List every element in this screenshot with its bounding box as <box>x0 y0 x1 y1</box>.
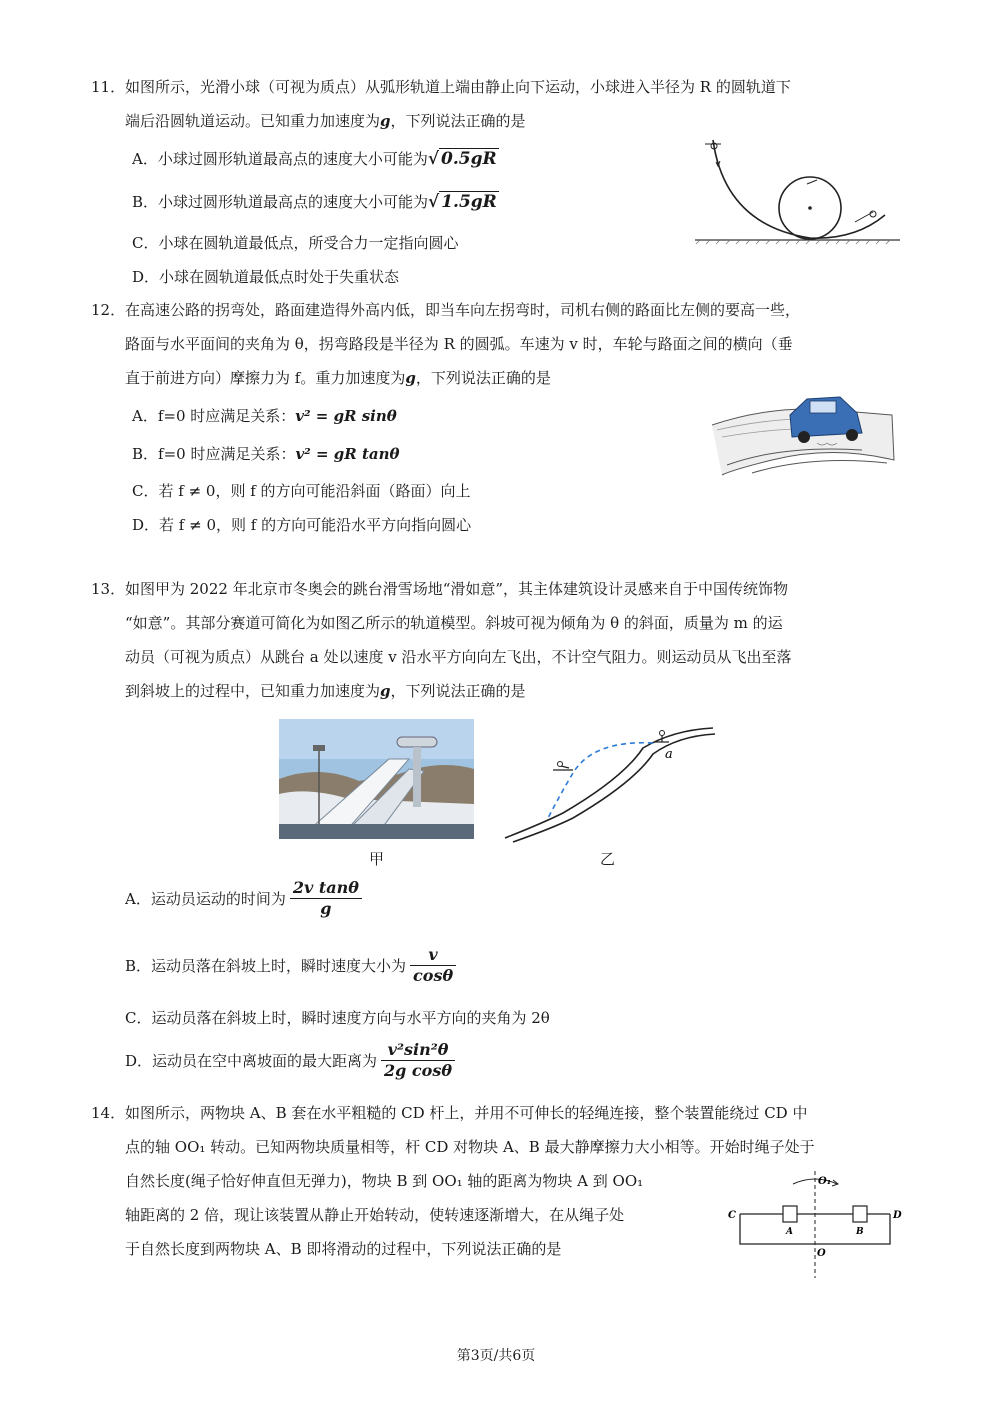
q14-label-c: C <box>728 1210 736 1221</box>
q13-option-c: C．运动员落在斜坡上时，瞬时速度方向与水平方向的夹角为 2θ <box>125 1009 550 1027</box>
q11-option-b: B．小球过圆形轨道最高点的速度大小可能为√ 1.5gR <box>132 192 497 212</box>
page-footer: 第3页/共6页 <box>456 1348 536 1364</box>
q14-number: 14． <box>91 1104 126 1122</box>
q11-line2: 端后沿圆轨道运动。已知重力加速度为g，下列说法正确的是 <box>125 112 526 130</box>
q14-label-o: O <box>817 1248 826 1259</box>
q14-label-o1: O₁ <box>818 1176 832 1187</box>
q12-option-d: D．若 f ≠ 0，则 f 的方向可能沿水平方向指向圆心 <box>132 516 472 534</box>
q13-option-b: B．运动员落在斜坡上时，瞬时速度大小为 $\frac{v}{\cos\theta}$ <box>125 945 456 986</box>
q12-line3: 直于前进方向）摩擦力为 f。重力加速度为g，下列说法正确的是 <box>125 369 551 387</box>
q12-option-c: C．若 f ≠ 0，则 f 的方向可能沿斜面（路面）向上 <box>132 482 471 500</box>
q14-line1: 如图所示，两物块 A、B 套在水平粗糙的 CD 杆上，并用不可伸长的轻绳连接，整个装置能绕过 CD 中 <box>125 1104 808 1122</box>
q11-option-c: C．小球在圆轨道最低点，所受合力一定指向圆心 <box>132 234 459 252</box>
q12-line2: 路面与水平面间的夹角为 θ，拐弯路段是半径为 R 的圆弧。车速为 v 时，车轮与路面之间的横向（垂 <box>125 335 793 353</box>
q13-diagram-yi <box>503 718 718 843</box>
q13-line1: 如图甲为 2022 年北京市冬奥会的跳台滑雪场地“滑如意”，其主体建筑设计灵感来自于中国传统饰物 <box>125 580 789 598</box>
q13-caption-jia: 甲 <box>369 850 385 868</box>
q12-number: 12． <box>91 301 126 319</box>
q14-label-b: B <box>856 1227 864 1237</box>
q14-label-a: A <box>786 1227 793 1237</box>
q12-option-b: B．f=0 时应满足关系：v² = gR tanθ <box>132 445 400 463</box>
q13-option-a: A．运动员运动的时间为 $\frac{\text{2v tanθ}}{g}$ <box>125 878 362 919</box>
q13-number: 13． <box>91 580 126 598</box>
q13-line3: 动员（可视为质点）从跳台 a 处以速度 v 沿水平方向向左飞出，不计空气阻力。则运动员从飞出至落 <box>125 648 792 666</box>
q14-label-d: D <box>893 1210 902 1221</box>
q13-caption-yi: 乙 <box>600 850 616 868</box>
q12-line1: 在高速公路的拐弯处，路面建造得外高内低，即当车向左拐弯时，司机右侧的路面比左侧的要高一些， <box>125 301 801 319</box>
q13-option-d: D．运动员在空中离坡面的最大距离为 $\frac{\text{v²sin²θ}}{\text{2g cosθ}}$ <box>125 1040 455 1081</box>
q12-car-figure <box>712 385 897 480</box>
q13-diagram-label-a: a <box>665 747 673 762</box>
q14-line5: 于自然长度到两物块 A、B 即将滑动的过程中，下列说法正确的是 <box>125 1240 562 1258</box>
q11-figure <box>695 130 905 245</box>
q14-line2: 点的轴 OO₁ 转动。已知两物块质量相等，杆 CD 对物块 A、B 最大静摩擦力大小相等。开始时绳子处于 <box>125 1138 815 1156</box>
q14-figure <box>725 1166 905 1281</box>
q13-line2: “如意”。其部分赛道可简化为如图乙所示的轨道模型。斜坡可视为倾角为 θ 的斜面，质量为 m 的运 <box>125 614 783 632</box>
q14-line3: 自然长度(绳子恰好伸直但无弹力)，物块 B 到 OO₁ 轴的距离为物块 A 到 OO₁ <box>125 1172 644 1190</box>
q11-option-a: A．小球过圆形轨道最高点的速度大小可能为√ 0.5gR <box>132 149 497 169</box>
q13-photo-jia <box>279 719 474 839</box>
q12-option-a: A．f=0 时应满足关系：v² = gR sinθ <box>132 407 397 425</box>
q13-line4: 到斜坡上的过程中，已知重力加速度为g，下列说法正确的是 <box>125 682 526 700</box>
q11-number: 11． <box>91 78 126 96</box>
q14-line4: 轴距离的 2 倍，现让该装置从静止开始转动，使转速逐渐增大，在从绳子处 <box>125 1206 625 1224</box>
q11-line1: 如图所示，光滑小球（可视为质点）从弧形轨道上端由静止向下运动，小球进入半径为 R 的圆轨道下 <box>125 78 791 96</box>
q11-option-d: D．小球在圆轨道最低点时处于失重状态 <box>132 268 400 286</box>
